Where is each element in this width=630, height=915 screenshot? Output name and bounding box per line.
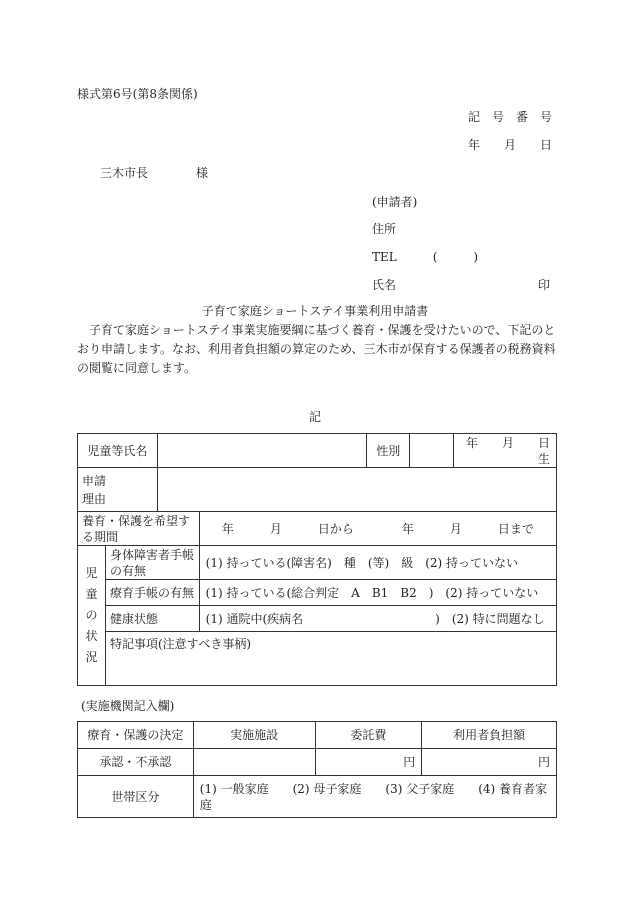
applicant-tel: TEL ( ) xyxy=(372,250,479,264)
addressee: 三木市長 様 xyxy=(100,166,209,180)
health-label: 健康状態 xyxy=(105,606,199,632)
applicant-address: 住所 xyxy=(372,222,397,236)
body-text: 子育て家庭ショートステイ事業実施要綱に基づく養育・保護を受けたいので、下記のとおり申請します。なお、利用者負担額の算定のため、三木市が保育する保護者の税務資料の閲覧に同意します。 xyxy=(77,323,556,375)
child-name-field[interactable] xyxy=(157,434,366,468)
disability-field[interactable]: (1) 持っている(障害名) 種 (等) 級 (2) 持っていない xyxy=(199,546,556,580)
facility-field[interactable] xyxy=(193,749,315,776)
application-table xyxy=(77,433,557,686)
gender-field[interactable] xyxy=(410,434,454,468)
office-use-table xyxy=(77,721,557,818)
reason-label-text: 申請 理由 xyxy=(82,473,107,506)
birth-date-field[interactable]: 年 月 日生 xyxy=(454,434,557,468)
document-date: 年 月 日 xyxy=(468,138,553,152)
period-label: 養育・保護を希望する期間 xyxy=(78,512,200,546)
health-field[interactable]: (1) 通院中(疾病名 ) (2) 特に問題なし xyxy=(199,606,556,632)
gender-label: 性別 xyxy=(367,434,410,468)
child-name-label: 児童等氏名 xyxy=(78,434,158,468)
ki-mark: 記 xyxy=(308,410,321,424)
disability-label: 身体障害者手帳の有無 xyxy=(105,546,199,580)
ryoiku-label: 療育手帳の有無 xyxy=(105,580,199,606)
burden-field[interactable]: 円 xyxy=(422,749,557,776)
fee-field[interactable]: 円 xyxy=(315,749,422,776)
special-notes-label: 特記事項(注意すべき事柄) xyxy=(109,637,252,651)
fee-label: 委託費 xyxy=(315,722,422,749)
facility-label: 実施施設 xyxy=(193,722,315,749)
applicant-heading: (申請者) xyxy=(372,195,418,209)
form-number: 様式第6号(第8条関係) xyxy=(77,87,198,101)
special-notes-field[interactable] xyxy=(105,632,556,686)
ryoiku-field[interactable]: (1) 持っている(総合判定 A B1 B2 ) (2) 持っていない xyxy=(199,580,556,606)
child-status-label: 児 童 の 状 況 xyxy=(78,546,106,686)
household-label: 世帯区分 xyxy=(78,776,194,818)
reference-number: 記 号 番 号 xyxy=(468,110,553,124)
seal-mark: 印 xyxy=(538,278,551,292)
decision-label: 療育・保護の決定 xyxy=(78,722,194,749)
reason-field[interactable] xyxy=(157,468,556,512)
period-field[interactable]: 年 月 日から 年 月 日まで xyxy=(199,512,556,546)
reason-label xyxy=(78,468,158,512)
burden-label: 利用者負担額 xyxy=(422,722,557,749)
applicant-name: 氏名 xyxy=(372,278,397,292)
household-field[interactable]: (1) 一般家庭 (2) 母子家庭 (3) 父子家庭 (4) 養育者家庭 xyxy=(193,776,556,818)
document-title: 子育て家庭ショートステイ事業利用申請書 xyxy=(201,304,429,318)
office-use-heading: (実施機関記入欄) xyxy=(81,699,175,713)
approval-label: 承認・不承認 xyxy=(78,749,194,776)
